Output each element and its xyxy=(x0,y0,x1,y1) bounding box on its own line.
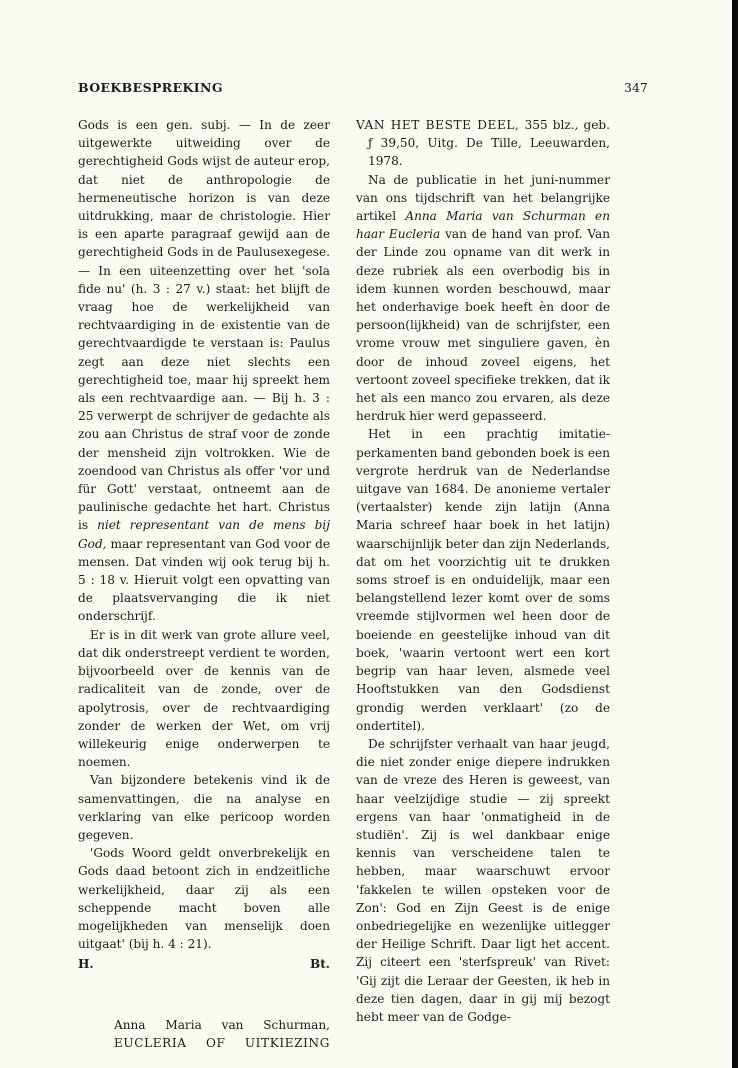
book-reference xyxy=(78,1016,330,1052)
book-author: Anna Maria van Schurman, xyxy=(114,1017,330,1032)
running-head: BOEKBESPREKING xyxy=(78,80,223,95)
scan-edge xyxy=(732,0,738,1068)
emphasis: niet representant van de mens bij God, xyxy=(78,518,330,551)
paragraph: 'Gods Woord geldt onverbrekelijk en Gods daad betoont zich in endzeitliche werkelijkheid, daar zij als een scheppende macht boven alle mogelijkheden van menselijk doen uitgaat' (bij h. 4 : 21). xyxy=(78,846,330,952)
emphasis: Anna Maria van Schurman en haar Eucleria xyxy=(356,209,610,242)
paragraph: Van bijzondere betekenis vind ik de samenvattingen, die na analyse en verklaring van elke pericoop worden gegeven. xyxy=(78,773,330,842)
paragraph: Na de publicatie in het juni-nummer van ons tijdschrift van het belangrijke artikel Anna Maria van Schurman en haar Eucleria van de hand van prof. Van der Linde zou opname van dit werk in deze rubriek als een overbodig bis in idem kunnen worden beschouwd, maar het onderhavige boek heeft èn door de persoon(lijkheid) van de schrijfster, een vrome vrouw met singuliere gaven, èn door de inhoud zoveel eigens, het vertoont zoveel specifieke trekken, dat ik het als een manco zou ervaren, als deze herdruk hier werd gepasseerd. xyxy=(356,172,610,424)
book-title: EUCLERIA OF UITKIEZING xyxy=(114,1035,330,1050)
book-reference-continued: VAN HET BESTE DEEL, 355 blz., geb. ƒ 39,50, Uitg. De Tille, Leeuwarden, 1978. xyxy=(356,118,610,169)
paragraph: Het in een prachtig imitatie-perkamenten band gebonden boek is een vergrote herdruk van de Nederlandse uitgave van 1684. De anonieme vertaler (vertaalster) kende zijn latijn (Anna Maria schreef haar boek in het latijn) waarschijnlijk beter dan zijn Nederlands, dat om het voorzichtig uit te drukken soms stroef is en onduidelijk, maar een belangstellend lezer komt over de soms vreemde stijlvormen wel heen door de boeiende en geestelijke inhoud van dit boek, 'waarin vertoont wert een kort begrip van haar leven, alsmede veel Hooftstukken van den Godsdienst grondig werden verklaart' (zo de ondertitel). xyxy=(356,427,610,733)
paragraph: De schrijfster verhaalt van haar jeugd, die niet zonder enige diepere indrukken van de vreze des Heren is geweest, van haar veelzijdige studie — zij spreekt ergens van haar 'onmatigheid in de studiën'. Zij is wel dankbaar enige kennis van verscheidene talen te hebben, maar waarschuwt ervoor 'fakkelen te willen opsteken voor de Zon': God en Zijn Geest is de enige onbedriegelijke en wezenlijke uitlegger der Heilige Schrift. Daar ligt het accent. Zij citeert een 'sterfspreuk' van Rivet: 'Gij zijt die Leraar der Geesten, ik heb in deze tien dagen, daar in gij mij bezogt hebt meer van de Godge- xyxy=(356,736,610,1024)
paragraph: Er is in dit werk van grote allure veel, dat dik onderstreept verdient te worden, bijvoorbeeld over de kennis van de radicaliteit van de zonde, over de apolytrosis, over de rechtvaardiging zonder de werken der Wet, om vrij willekeurig enige onderwerpen te noemen. xyxy=(78,627,330,770)
paragraph: Gods is een gen. subj. — In de zeer uitgewerkte uitweiding over de gerechtigheid Gods wijst de auteur erop, dat niet de anthropologie de hermeneutische horizon is van deze uitdrukking, maar de christologie. Hier is een aparte paragraaf gewijd aan de gerechtigheid Gods in de Paulusexegese. — In een uiteenzetting over het 'sola fide nu' (h. 3 : 27 v.) staat: het blijft de vraag hoe de werkelijkheid van rechtvaardiging in de existentie van de gerechtvaardigde te verstaan is: Paulus zegt aan deze niet slechts een gerechtigheid toe, maar hij spreekt hem als een rechtvaardige aan. — Bij h. 3 : 25 verwerpt de schrijver de gedachte als zou aan Christus de straf voor de zonde der mensheid zijn voltrokken. Wie de zoendood van Christus als offer 'vor und für Gott' verstaat, ontneemt aan de paulinische gedachte het hart. Christus is niet representant van de mens bij God, maar representant van God voor de mensen. Dat vinden wij ook terug bij h. 5 : 18 v. Hieruit volgt een opvatting van de plaatsvervanging die ik niet onderschrijf. xyxy=(78,118,330,624)
reviewer-signature: H. Bt. xyxy=(78,957,330,972)
page-number: 347 xyxy=(624,80,648,95)
left-column xyxy=(78,116,330,1052)
right-column xyxy=(356,116,610,1026)
